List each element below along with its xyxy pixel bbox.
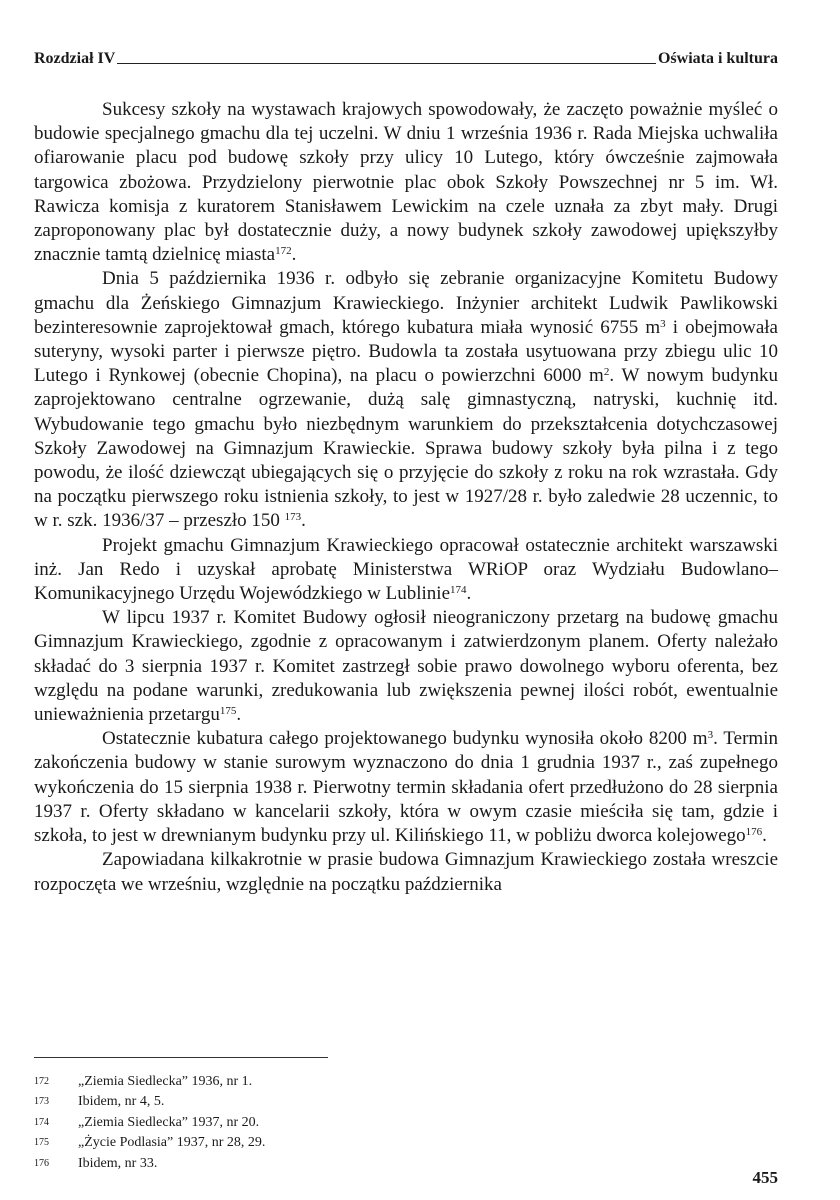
paragraph-text: . [762, 825, 767, 847]
footnote-number: 175 [34, 1137, 49, 1149]
footnote-ref: 175 [219, 705, 237, 718]
paragraph-text: Ostatecznie kubatura całego projektowanego budynku wynosiła około 8200 m [102, 728, 708, 750]
footnote-text: Ibidem, nr 4, 5. [78, 1094, 165, 1110]
footnote-text: „Życie Podlasia” 1937, nr 28, 29. [78, 1135, 266, 1151]
paragraph-text: Dnia 5 października 1936 r. odbyło się zebranie organizacyjne Komitetu Budowy gmachu dla Żeńskiego Gimnazjum Krawieckiego. Inżynier architekt Ludwik Pawlikowski bezinteresownie zaprojektował gmach, którego kubatura miała wynosić 6755 m [34, 268, 778, 338]
body-paragraph [34, 727, 778, 848]
paragraph-text: Sukcesy szkoły na wystawach krajowych spowodowały, że zaczęto poważnie myśleć o budowie specjalnego gmachu dla tej uczelni. W dniu 1 września 1936 r. Rada Miejska uchwaliła ofiarowanie placu pod budowę szkoły przy ulicy 10 Lutego, który ówcześnie zajmowała targowica zbożowa. Przydzielony pierwotnie plac obok Szkoły Powszechnej nr 5 im. Wł. Rawicza komisja z kuratorem Stanisławem Lewickim na czele uznała za zbyt mały. Drugi zaproponowany plac był dostatecznie duży, a nowy budynek szkoły zawodowej upiększyłby znacznie tamtą dzielnicę miasta [34, 99, 778, 266]
paragraph-text: Zapowiadana kilkakrotnie w prasie budowa Gimnazjum Krawieckiego została wreszcie rozpoczęta we wrześniu, względnie na początku października [34, 849, 778, 895]
paragraph-text: . [291, 244, 297, 266]
running-header [34, 50, 778, 68]
body-paragraph [34, 534, 778, 607]
main-text [34, 98, 778, 897]
chapter-label: Rozdział IV [34, 50, 116, 67]
page-number: 455 [752, 1168, 778, 1187]
body-paragraph [34, 98, 778, 267]
footnote [34, 1072, 774, 1092]
footnote-number: 173 [34, 1096, 49, 1108]
footnote-ref: 172 [275, 245, 292, 258]
footnote [34, 1113, 774, 1133]
footnote-text: „Ziemia Siedlecka” 1937, nr 20. [78, 1114, 260, 1130]
footnote-number: 172 [34, 1076, 49, 1087]
footnote [34, 1092, 774, 1112]
paragraph-text: W lipcu 1937 r. Komitet Budowy ogłosił nieograniczony przetarg na budowę gmachu Gimnazjum Krawieckiego, zgodnie z opracowanym i zatwierdzonym planem. Oferty należało składać do 3 sierpnia 1937 r. Komitet zastrzegł sobie prawo dowolnego wyboru oferenta, bez względu na podane warunki, zredukowania lub zwiększenia pewnej ilości robót, ewentualnie unieważnienia przetargu [34, 607, 778, 726]
footnote-number: 174 [34, 1116, 49, 1128]
footnote-ref: 3 [707, 729, 714, 742]
footnote-ref: 3 [660, 317, 666, 330]
footnote [34, 1133, 774, 1153]
footnote-number: 176 [34, 1157, 49, 1169]
paragraph-text: . [236, 704, 242, 726]
header-rule [117, 63, 656, 64]
footnotes [34, 1072, 774, 1174]
body-paragraph [34, 267, 778, 533]
body-paragraph [34, 606, 778, 727]
body-paragraph [34, 848, 778, 896]
section-label: Oświata i kultura [657, 50, 778, 67]
paragraph-text: . [301, 510, 306, 532]
paragraph-text: . Termin zakończenia budowy w stanie surowym wyznaczono do dnia 1 grudnia 1937 r., zaś zupełnego wykończenia do 15 sierpnia 1938 r. Pierwotny termin składania ofert przedłużono do 28 sierpnia 1937 r. Oferty składano w kancelarii szkoły, która w owym czasie mieściła się tam, gdzie i szkoła, to jest w drewnianym budynku przy ul. Kilińskiego 11, w pobliżu dworca kolejowego [34, 728, 778, 847]
footnote-text: „Ziemia Siedlecka” 1936, nr 1. [78, 1074, 253, 1089]
footnote-text: Ibidem, nr 33. [78, 1155, 158, 1171]
paragraph-text: i obejmowała suteryny, wysoki parter i pierwsze piętro. Budowla ta została usytuowana przy zbiegu ulic 10 Lutego i Rynkowej (obecnie Chopina), na placu o powierzchni 6000 m [34, 316, 778, 387]
footnote-ref: 174 [450, 584, 467, 597]
footnote-ref: 2 [603, 366, 610, 379]
paragraph-text: . [466, 583, 472, 605]
footnote-ref: 173 [284, 511, 302, 524]
footnote-separator [34, 1057, 328, 1058]
paragraph-text: . W nowym budynku zaprojektowano centralne ogrzewanie, dużą salę gimnastyczną, natryski, kuchnię itd. Wybudowanie tego gmachu było niezbędnym warunkiem do przekształcenia dotychczasowej Szkoły Zawodowej na Gimnazjum Krawieckie. Sprawa budowy szkoły była pilna i z tego powodu, że ilość dziewcząt ubiegających się o przyjęcie do szkoły z roku na rok wzrastała. Gdy na początku pierwszego roku istnienia szkoły, to jest w 1927/28 r. było zaledwie 28 uczennic, to w r. szk. 1936/37 – przeszło 150 [34, 365, 778, 532]
footnote [34, 1154, 774, 1174]
footnote-ref: 176 [745, 826, 763, 839]
paragraph-text: Projekt gmachu Gimnazjum Krawieckiego opracował ostatecznie architekt warszawski inż. Jan Redo i uzyskał aprobatę Ministerstwa WRiOP oraz Wydziału Budowlano–Komunikacyjnego Urzędu Wojewódzkiego w Lublinie [34, 534, 778, 605]
